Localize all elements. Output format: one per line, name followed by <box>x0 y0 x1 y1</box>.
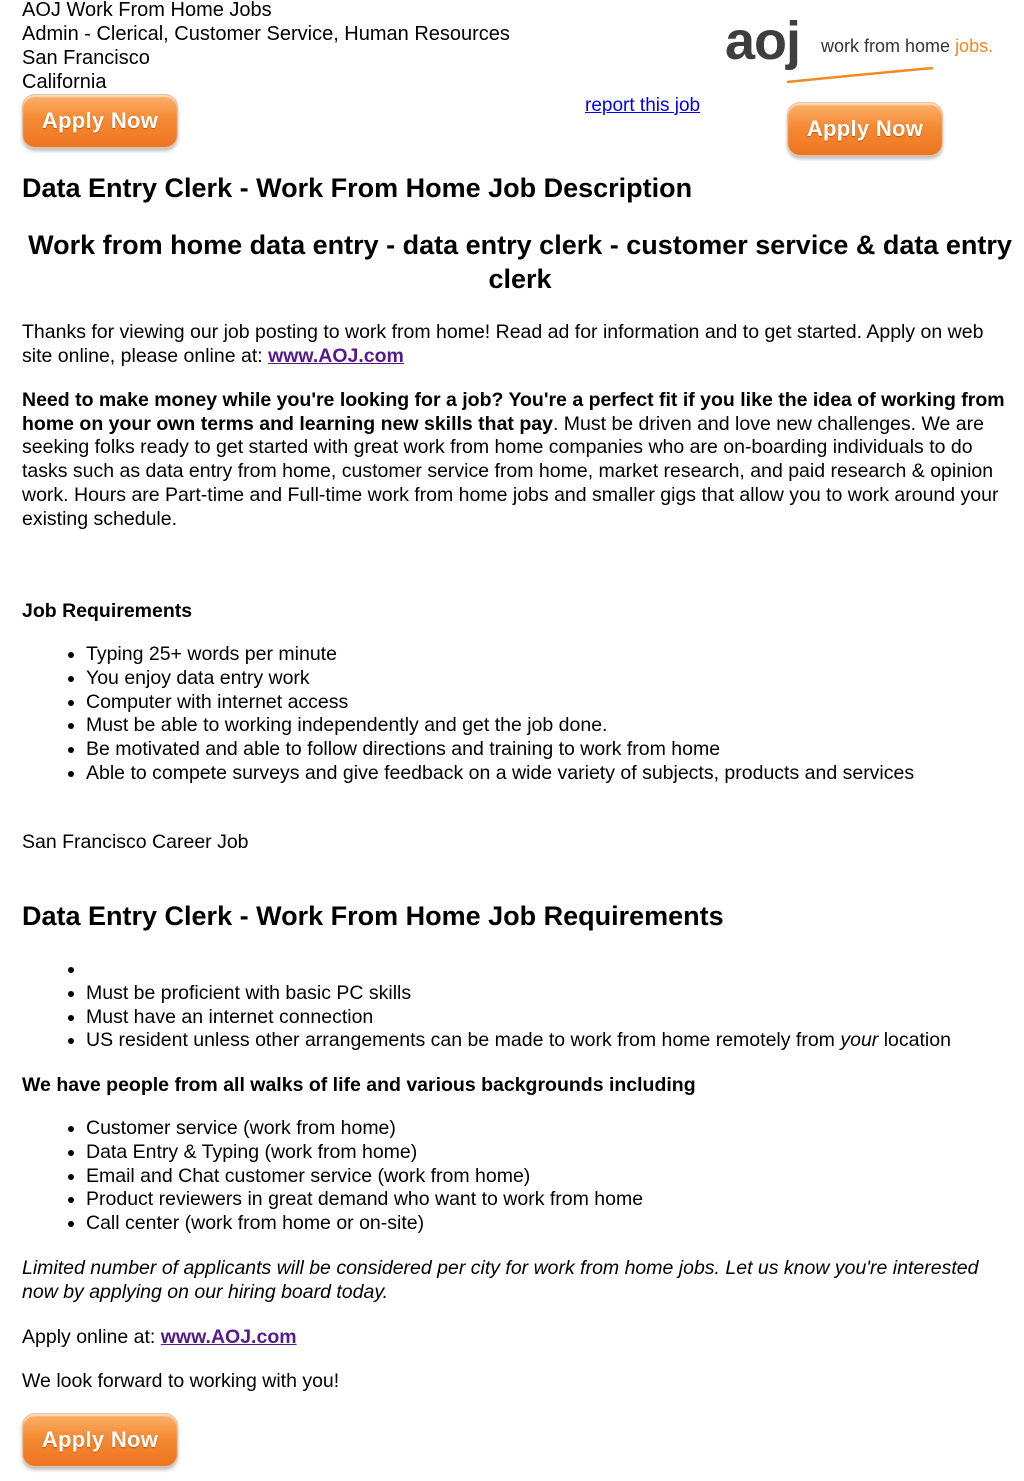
list-item: • Must be proficient with basic PC skills <box>86 982 951 1006</box>
backgrounds-list <box>22 1117 643 1236</box>
list-item: • Able to compete surveys and give feedback on a wide variety of subjects, products and services <box>86 762 914 786</box>
requirements-list <box>22 958 951 1053</box>
list-item: • Be motivated and able to follow directions and training to work from home <box>86 738 914 762</box>
aoj-link-intro[interactable]: www.AOJ.com <box>268 344 404 367</box>
list-item: • Computer with internet access <box>86 691 914 715</box>
list-item: • Typing 25+ words per minute <box>86 643 914 667</box>
report-job-link-wrap <box>585 95 700 117</box>
logo-mark: aoj <box>725 11 801 71</box>
career-line: San Francisco Career Job <box>22 831 249 853</box>
requirements-heading: Data Entry Clerk - Work From Home Job Requirements <box>22 901 724 931</box>
job-city: San Francisco <box>22 47 150 69</box>
list-item: • Data Entry & Typing (work from home) <box>86 1141 643 1165</box>
list-item: • Customer service (work from home) <box>86 1117 643 1141</box>
apply-now-button-right[interactable]: Apply Now <box>787 102 943 156</box>
job-state: California <box>22 71 107 93</box>
company-name: AOJ Work From Home Jobs <box>22 0 272 21</box>
closing-line: We look forward to working with you! <box>22 1370 340 1392</box>
logo-swoosh <box>785 66 935 86</box>
apply-now-button-bottom[interactable]: Apply Now <box>22 1413 178 1467</box>
list-item: • Product reviewers in great demand who want to work from home <box>86 1188 643 1212</box>
page-title: Data Entry Clerk - Work From Home Job Description <box>22 173 693 203</box>
list-item <box>86 958 951 982</box>
logo-tagline: work from home jobs. <box>821 36 994 56</box>
list-item: • Must have an internet connection <box>86 1006 951 1030</box>
apply-online-line: Apply online at: www.AOJ.com <box>22 1326 297 1348</box>
apply-now-button-top[interactable]: Apply Now <box>22 94 178 148</box>
list-item: • Must be able to working independently and get the job done. <box>86 714 914 738</box>
list-item: • Email and Chat customer service (work from home) <box>86 1165 643 1189</box>
pitch-paragraph: Need to make money while you're looking for a job? You're a perfect fit if you like the idea of working from home on your own terms and learning new skills that pay. Must be driven and love new challenges. We are seeking folks ready to get started with great work from home companies who are on-boarding individuals to do tasks such as data entry from home, customer service from home, market research, and paid research & opinion work. Hours are Part-time and Full-time work from home jobs and smaller gigs that allow you to work around your existing schedule. <box>22 389 1005 530</box>
list-item: • US resident unless other arrangements can be made to work from home remotely from your location <box>86 1029 951 1053</box>
aoj-logo <box>725 11 1010 86</box>
backgrounds-heading: We have people from all walks of life and various backgrounds including <box>22 1074 696 1096</box>
intro-paragraph: Thanks for viewing our job posting to work from home! Read ad for information and to get started. Apply on web site online, please online at: www.AOJ.com <box>22 321 984 367</box>
job-requirements-list <box>22 643 914 786</box>
list-item: • You enjoy data entry work <box>86 667 914 691</box>
report-job-link[interactable]: report this job <box>585 95 701 116</box>
aoj-link-bottom[interactable]: www.AOJ.com <box>160 1326 297 1348</box>
job-categories: Admin - Clerical, Customer Service, Human Resources <box>22 23 510 45</box>
page-subtitle: Work from home data entry - data entry clerk - customer service & data entry clerk <box>28 230 1012 294</box>
limited-note: Limited number of applicants will be considered per city for work from home jobs. Let us know you're interested now by applying on our hiring board today. <box>22 1257 979 1303</box>
list-item: • Call center (work from home or on-site) <box>86 1212 643 1236</box>
job-requirements-heading: Job Requirements <box>22 600 193 622</box>
